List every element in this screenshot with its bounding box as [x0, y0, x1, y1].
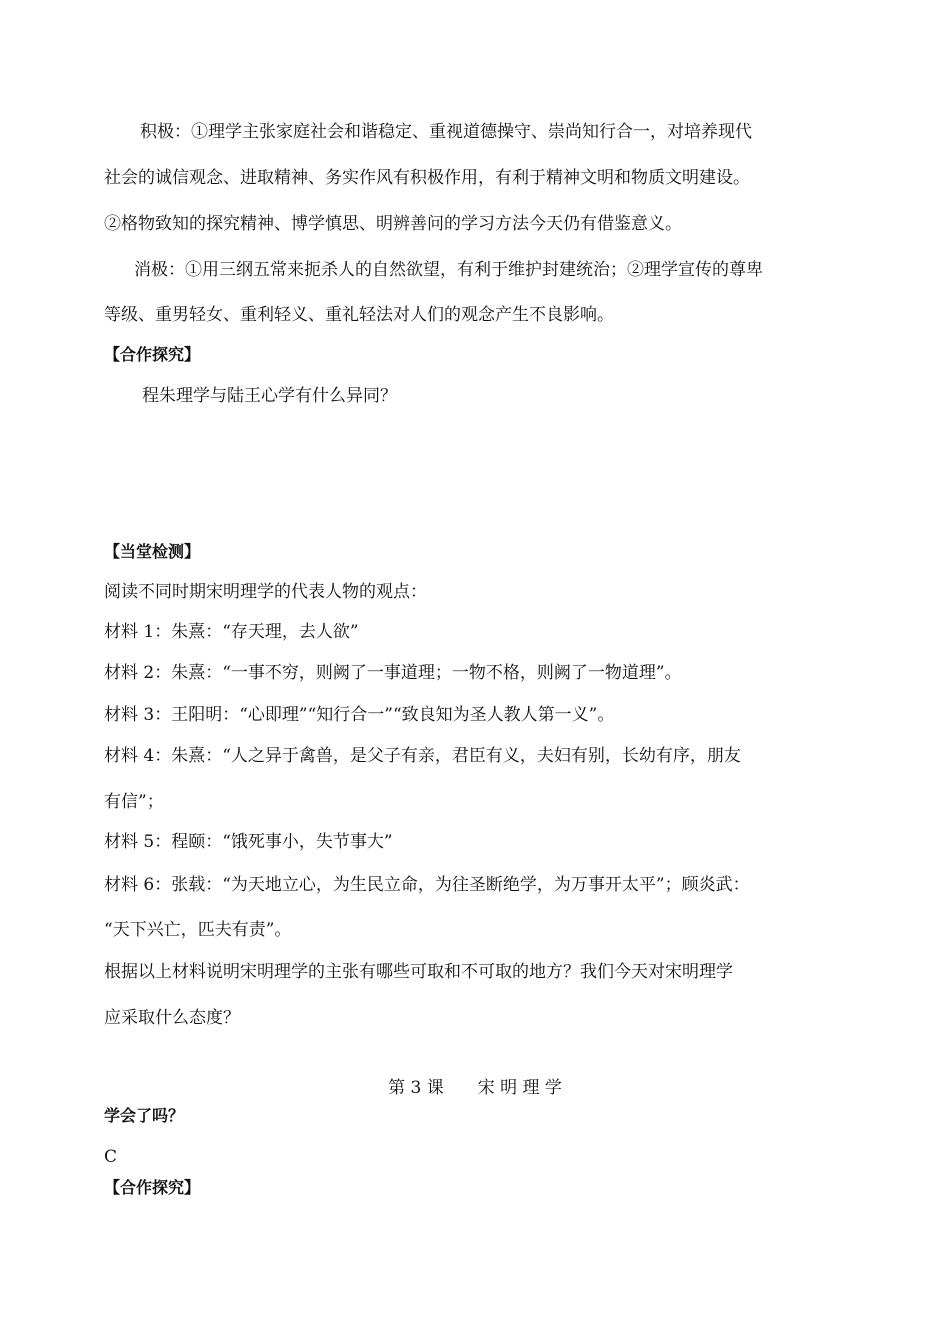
paragraph-negative-line-2: 等级、重男轻女、重利轻义、重礼轻法对人们的观念产生不良影响。: [104, 305, 614, 325]
cooperate-question: 程朱理学与陆王心学有什么异同？: [142, 386, 397, 406]
check-intro: 阅读不同时期宋明理学的代表人物的观点：: [104, 582, 427, 602]
material-6-line-2: “天下兴亡，匹夫有责”。: [104, 920, 292, 940]
material-3: 材料 3：王阳明：“心即理”“知行合一”“致良知为圣人教人第一义”。: [104, 705, 615, 725]
material-5: 材料 5：程颐：“饿死事小，失节事大”: [104, 832, 393, 852]
answer-text: C: [104, 1147, 118, 1167]
paragraph-positive-line-3: ②格物致知的探究精神、博学慎思、明辨善问的学习方法今天仍有借鉴意义。: [104, 214, 682, 234]
material-6-line-1: 材料 6：张载：“为天地立心，为生民立命，为往圣断绝学，为万事开太平”；顾炎武：: [104, 875, 750, 895]
material-4-line-2: 有信”；: [104, 792, 164, 812]
lesson-title: 第 3 课 宋 明 理 学: [388, 1078, 562, 1098]
material-2: 材料 2：朱熹：“一事不穷，则阙了一事道理；一物不格，则阙了一物道理”。: [104, 663, 682, 683]
paragraph-negative-line-1: 消极：①用三纲五常来扼杀人的自然欲望，有利于维护封建统治；②理学宣传的尊卑: [134, 260, 763, 280]
paragraph-positive-line-2: 社会的诚信观念、进取精神、务实作风有积极作用，有利于精神文明和物质文明建设。: [104, 168, 750, 188]
heading-class-check: 【当堂检测】: [104, 542, 201, 561]
material-1: 材料 1：朱熹：“存天理，去人欲”: [104, 622, 359, 642]
heading-cooperate-explore-2: 【合作探究】: [104, 1178, 201, 1197]
check-question-line-2: 应采取什么态度？: [104, 1008, 240, 1028]
heading-cooperate-explore: 【合作探究】: [104, 345, 201, 364]
material-4-line-1: 材料 4：朱熹：“人之异于禽兽，是父子有亲，君臣有义，夫妇有别，长幼有序，朋友: [104, 746, 741, 766]
heading-learned: 学会了吗？: [104, 1106, 185, 1125]
check-question-line-1: 根据以上材料说明宋明理学的主张有哪些可取和不可取的地方？我们今天对宋明理学: [104, 962, 733, 982]
paragraph-positive-line-1: 积极：①理学主张家庭社会和谐稳定、重视道德操守、崇尚知行合一，对培养现代: [140, 122, 752, 142]
